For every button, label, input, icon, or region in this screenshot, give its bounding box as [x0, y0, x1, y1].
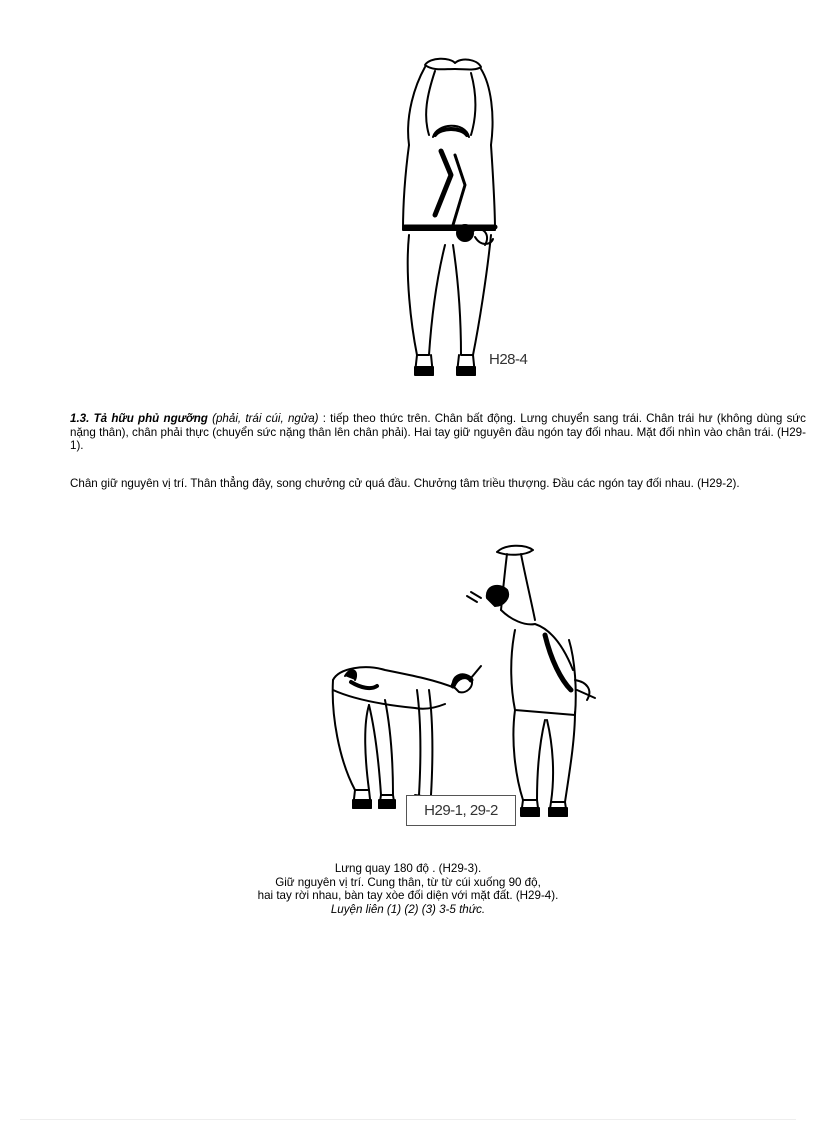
- caption-line-4: Luyện liên (1) (2) (3) 3-5 thức.: [330, 902, 486, 916]
- caption-line-3: hai tay rời nhau, bàn tay xòe đối diện với mặt đất. (H29-4).: [257, 889, 559, 903]
- figure-label-h29-1-29-2: H29-1, 29-2: [406, 795, 516, 826]
- section-number: 1.3.: [70, 412, 90, 425]
- bending-figures-illustration: [325, 540, 615, 825]
- section-title: Tả hữu phủ ngưỡng: [93, 412, 208, 425]
- section-subtitle: (phải, trái cúi, ngửa): [212, 412, 319, 425]
- page-bottom-divider: [20, 1119, 796, 1120]
- figure-label-h28-4: H28-4: [489, 351, 528, 368]
- caption-line-1: Lưng quay 180 độ . (H29-3).: [334, 862, 482, 875]
- standing-figure-illustration: [395, 55, 505, 385]
- section-paragraph-1: [70, 412, 806, 453]
- section-paragraph-1-text: : tiếp theo thức trên. Chân bất động. Lưng chuyển sang trái. Chân trái hư (không dùng sức nặng thân), chân phải thực (chuyển sức nặng thân lên chân phải). Hai tay giữ nguyên đầu ngón tay đối nhau. Mặt đối nhìn vào chân trái. (H29-1).: [70, 412, 806, 453]
- figure-h29-1-29-2: [325, 540, 615, 825]
- section-paragraph-2: Chân giữ nguyên vị trí. Thân thẳng đây, song chưởng cử quá đầu. Chưởng tâm triều thượng. Đầu các ngón tay đối nhau. (H29-2).: [70, 477, 740, 490]
- caption-line-2: Giữ nguyên vị trí. Cung thân, từ từ cúi xuống 90 độ,: [275, 875, 541, 889]
- caption-block: [0, 862, 816, 916]
- figure-h28-4: [395, 55, 505, 385]
